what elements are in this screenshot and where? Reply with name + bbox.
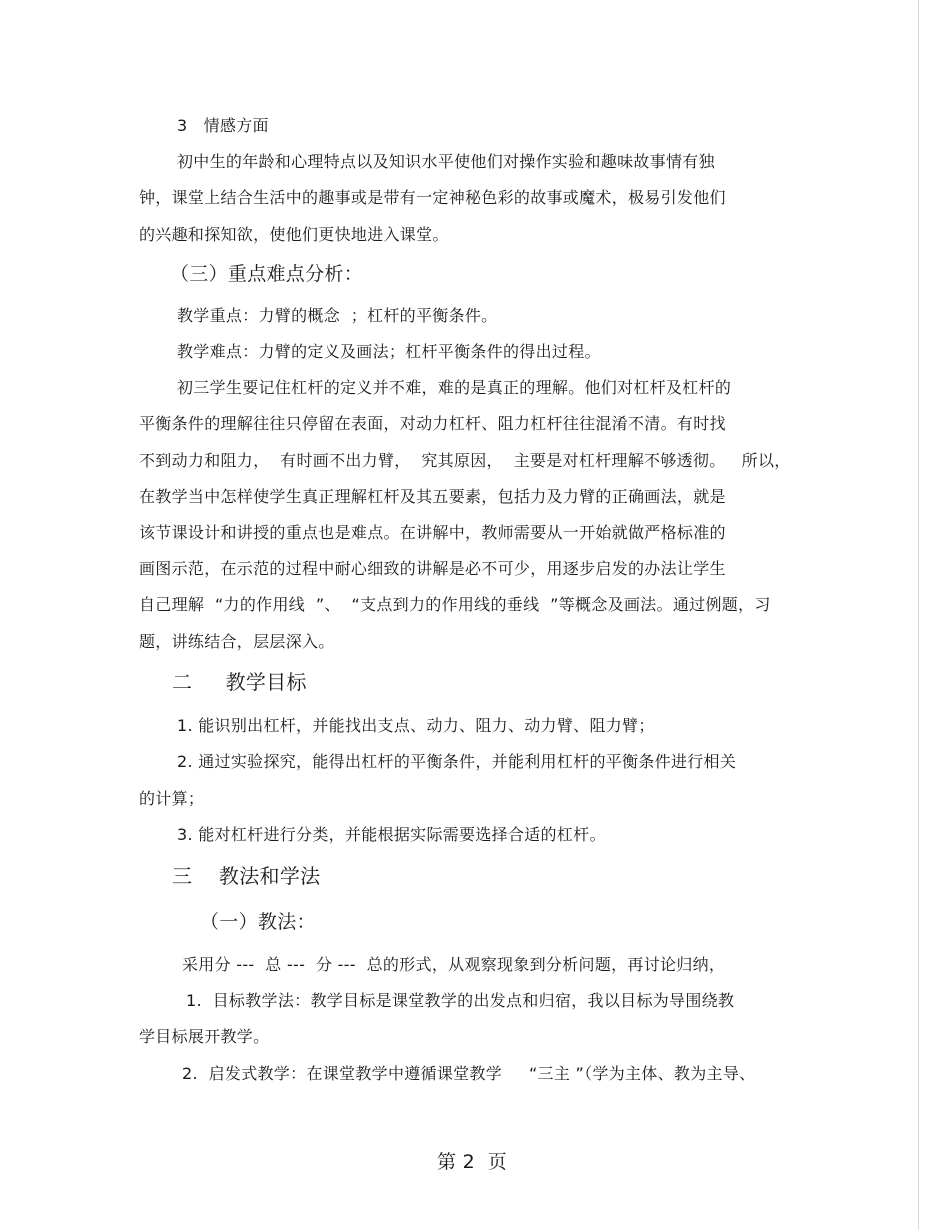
list-item: 2. 启发式教学：在课堂教学中遵循课堂教学 “三主 ”（学为主体、教为主导、 — [182, 1064, 756, 1083]
paragraph-line: 采用分 --- 总 --- 分 --- 总的形式，从观察现象到分析问题，再讨论归纳， — [182, 955, 726, 974]
paragraph-line: 画图示范，在示范的过程中耐心细致的讲解是必不可少，用逐步启发的办法让学生 — [139, 559, 726, 578]
paragraph-line: 题，讲练结合，层层深入。 — [139, 632, 335, 651]
paragraph-line: 学目标展开教学。 — [139, 1027, 270, 1046]
section-heading-key-points: （三）重点难点分析： — [170, 263, 364, 285]
paragraph-line: 初三学生要记住杠杆的定义并不难，难的是真正的理解。他们对杠杆及杠杆的 — [177, 378, 732, 397]
list-item: 2. 通过实验探究，能得出杠杆的平衡条件，并能利用杠杆的平衡条件进行相关 — [177, 752, 737, 771]
paragraph-line: 的计算； — [139, 789, 205, 808]
paragraph-line: 该节课设计和讲授的重点也是难点。在讲解中，教师需要从一开始就做严格标准的 — [139, 523, 726, 542]
list-item: 3. 能对杠杆进行分类，并能根据实际需要选择合适的杠杆。 — [177, 825, 606, 844]
paragraph-line: 在教学当中怎样使学生真正理解杠杆及其五要素，包括力及力臂的正确画法，就是 — [139, 487, 726, 506]
section-heading-emotion: 3 情感方面 — [177, 116, 269, 135]
section-heading-methods: 三 教法和学法 — [172, 864, 321, 888]
paragraph-line: 教学难点：力臂的定义及画法；杠杆平衡条件的得出过程。 — [177, 342, 601, 361]
page-number: 第 2 页 — [437, 1151, 508, 1173]
list-item: 1. 能识别出杠杆，并能找出支点、动力、阻力、动力臂、阻力臂； — [177, 716, 655, 735]
paragraph-line: 钟，课堂上结合生活中的趣事或是带有一定神秘色彩的故事或魔术，极易引发他们 — [139, 188, 726, 207]
paragraph-line: 平衡条件的理解往往只停留在表面，对动力杠杆、阻力杠杆往往混淆不清。有时找 — [139, 414, 726, 433]
paragraph-line: 不到动力和阻力， 有时画不出力臂， 究其原因， 主要是对杠杆理解不够透彻。 所以， — [139, 451, 791, 470]
page-edge-divider — [918, 0, 919, 1230]
paragraph-line: 的兴趣和探知欲，使他们更快地进入课堂。 — [139, 225, 449, 244]
subsection-heading-teaching-method: （一）教法： — [200, 911, 316, 933]
paragraph-line: 初中生的年龄和心理特点以及知识水平使他们对操作实验和趣味故事情有独 — [177, 152, 715, 171]
section-heading-teaching-goals: 二 教学目标 — [172, 670, 307, 694]
list-item: 1. 目标教学法：教学目标是课堂教学的出发点和归宿，我以目标为导围绕教 — [186, 991, 735, 1010]
paragraph-line: 教学重点：力臂的概念 ；杠杆的平衡条件。 — [177, 306, 498, 325]
paragraph-line: 自己理解 “力的作用线 ”、 “支点到力的作用线的垂线 ”等概念及画法。通过例题，习 — [139, 595, 771, 614]
